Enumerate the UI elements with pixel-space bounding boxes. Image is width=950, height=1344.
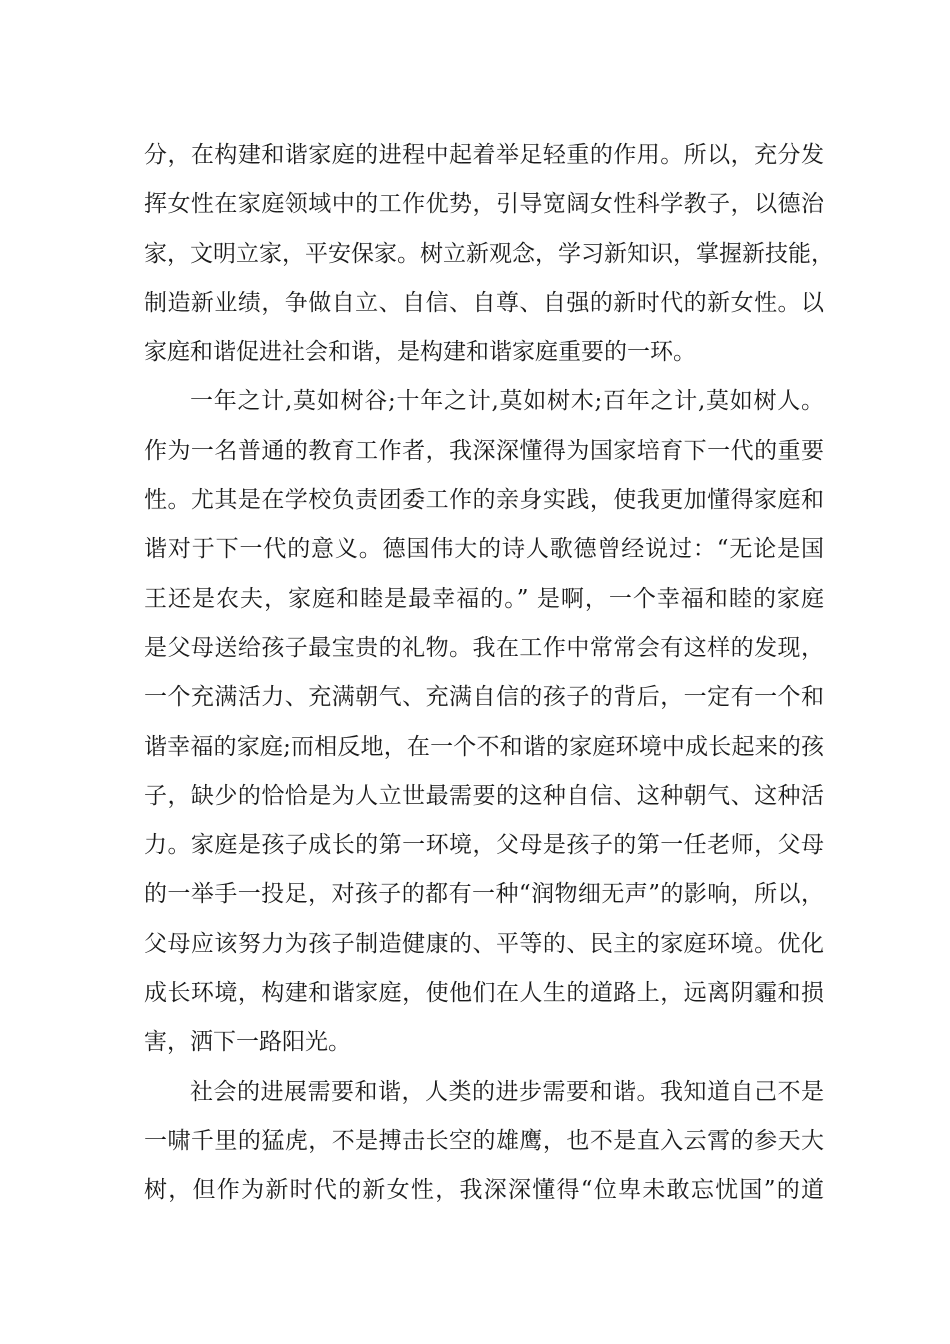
paragraph-3 (144, 1068, 824, 1216)
text-line: 的一举手一投足，对孩子的都有一种“润物细无声”的影响，所以， (144, 881, 824, 908)
text-line: 制造新业绩，争做自立、自信、自尊、自强的新时代的新女性。以 (144, 289, 824, 316)
text-line: 是父母送给孩子最宝贵的礼物。我在工作中常常会有这样的发现， (144, 634, 824, 661)
text-line: 家，文明立家，平安保家。树立新观念，学习新知识，掌握新技能， (144, 240, 834, 267)
text-line: 谐幸福的家庭;而相反地，在一个不和谐的家庭环境中成长起来的孩 (144, 733, 824, 760)
text-line: 成长环境，构建和谐家庭，使他们在人生的道路上，远离阴霾和损 (144, 980, 824, 1007)
text-line: 父母应该努力为孩子制造健康的、平等的、民主的家庭环境。优化 (144, 930, 824, 957)
document-body (144, 131, 834, 1216)
text-line: 王还是农夫，家庭和睦是最幸福的。” 是啊，一个幸福和睦的家庭 (144, 585, 824, 612)
text-line: 害，洒下一路阳光。 (144, 1029, 351, 1056)
paragraph-1 (144, 131, 834, 377)
text-line: 性。尤其是在学校负责团委工作的亲身实践，使我更加懂得家庭和 (144, 487, 824, 514)
text-line: 挥女性在家庭领域中的工作优势，引导宽阔女性科学教子，以德治 (144, 191, 824, 218)
text-line: 社会的进展需要和谐，人类的进步需要和谐。我知道自己不是 (190, 1078, 824, 1105)
text-line: 一年之计,莫如树谷;十年之计,莫如树木;百年之计,莫如树人。 (190, 388, 824, 415)
text-line: 子，缺少的恰恰是为人立世最需要的这种自信、这种朝气、这种活 (144, 782, 824, 809)
text-line: 树，但作为新时代的新女性，我深深懂得“位卑未敢忘忧国”的道 (144, 1177, 824, 1204)
paragraph-2 (144, 377, 824, 1067)
text-line: 家庭和谐促进社会和谐，是构建和谐家庭重要的一环。 (144, 339, 696, 366)
text-line: 一啸千里的猛虎，不是搏击长空的雄鹰，也不是直入云霄的参天大 (144, 1127, 824, 1154)
text-line: 谐对于下一代的意义。德国伟大的诗人歌德曾经说过：“无论是国 (144, 536, 824, 563)
text-line: 一个充满活力、充满朝气、充满自信的孩子的背后，一定有一个和 (144, 684, 824, 711)
text-line: 分，在构建和谐家庭的进程中起着举足轻重的作用。所以，充分发 (144, 142, 824, 168)
text-line: 力。家庭是孩子成长的第一环境，父母是孩子的第一任老师，父母 (144, 832, 824, 859)
text-line: 作为一名普通的教育工作者，我深深懂得为国家培育下一代的重要 (144, 437, 824, 464)
